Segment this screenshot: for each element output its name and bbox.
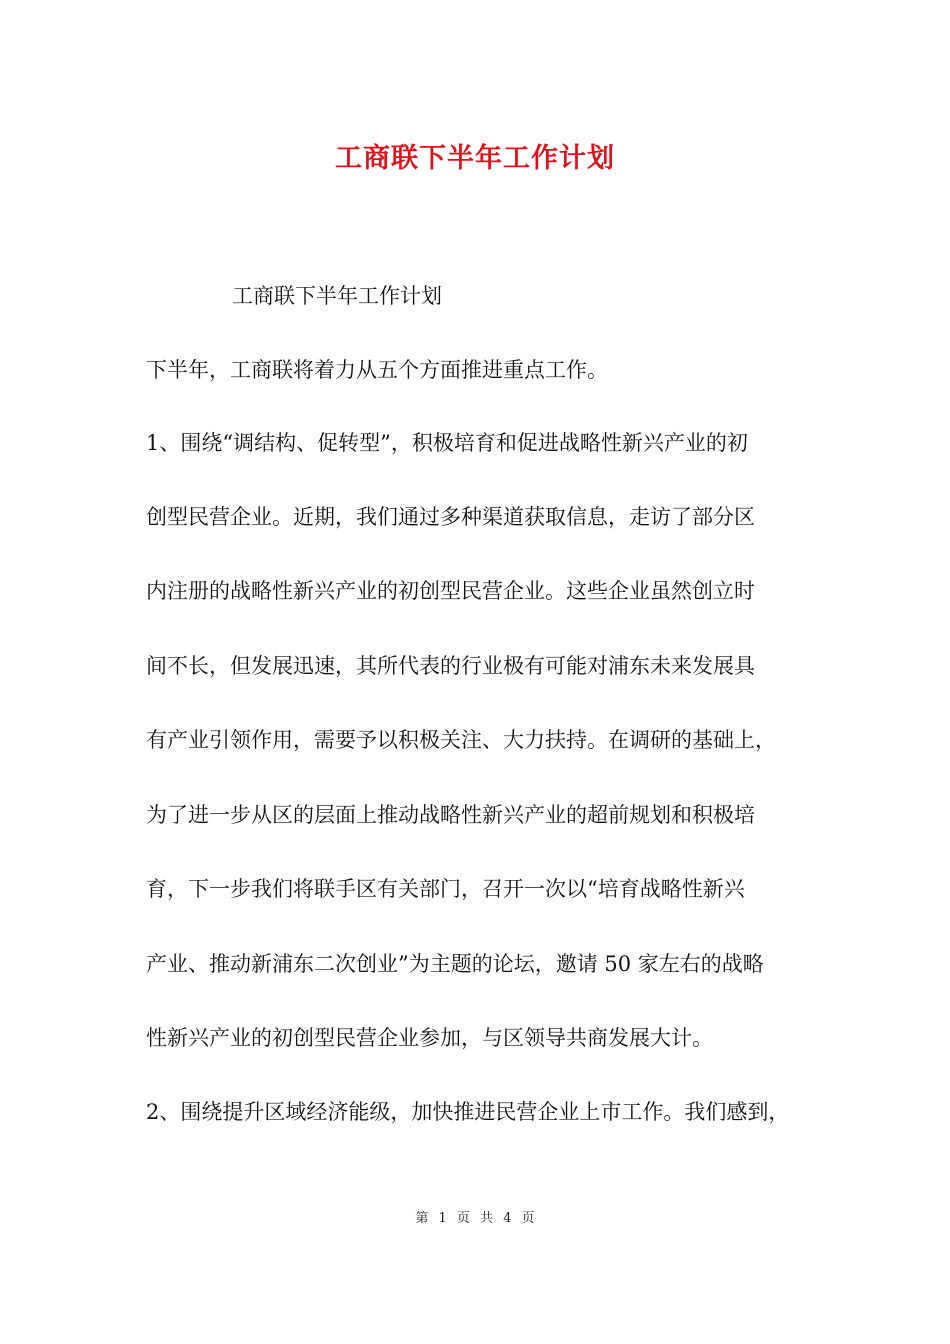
paragraph-line: 创型民营企业。近期，我们通过多种渠道获取信息，走访了部分区 [146, 505, 755, 529]
paragraph-line: 有产业引领作用，需要予以积极关注、大力扶持。在调研的基础上， [146, 728, 776, 752]
page-footer: 第 1 页 共 4 页 [415, 1211, 535, 1226]
paragraph-line: 1、围绕“调结构、促转型”，积极培育和促进战略性新兴产业的初 [146, 431, 748, 455]
paragraph-line: 间不长，但发展迅速，其所代表的行业极有可能对浦东未来发展具 [146, 654, 755, 678]
paragraph-line: 育，下一步我们将联手区有关部门，召开一次以“培育战略性新兴 [146, 877, 745, 901]
document-subtitle: 工商联下半年工作计划 [232, 284, 442, 308]
paragraph-line: 为了进一步从区的层面上推动战略性新兴产业的超前规划和积极培 [146, 803, 755, 827]
paragraph-line: 性新兴产业的初创型民营企业参加，与区领导共商发展大计。 [146, 1026, 713, 1050]
paragraph-line: 2、围绕提升区域经济能级，加快推进民营企业上市工作。我们感到， [146, 1100, 790, 1124]
paragraph-line: 下半年，工商联将着力从五个方面推进重点工作。 [146, 358, 608, 382]
paragraph-line: 内注册的战略性新兴产业的初创型民营企业。这些企业虽然创立时 [146, 579, 755, 603]
document-title: 工商联下半年工作计划 [335, 143, 615, 174]
paragraph-line: 产业、推动新浦东二次创业”为主题的论坛，邀请 50 家左右的战略 [146, 952, 764, 976]
